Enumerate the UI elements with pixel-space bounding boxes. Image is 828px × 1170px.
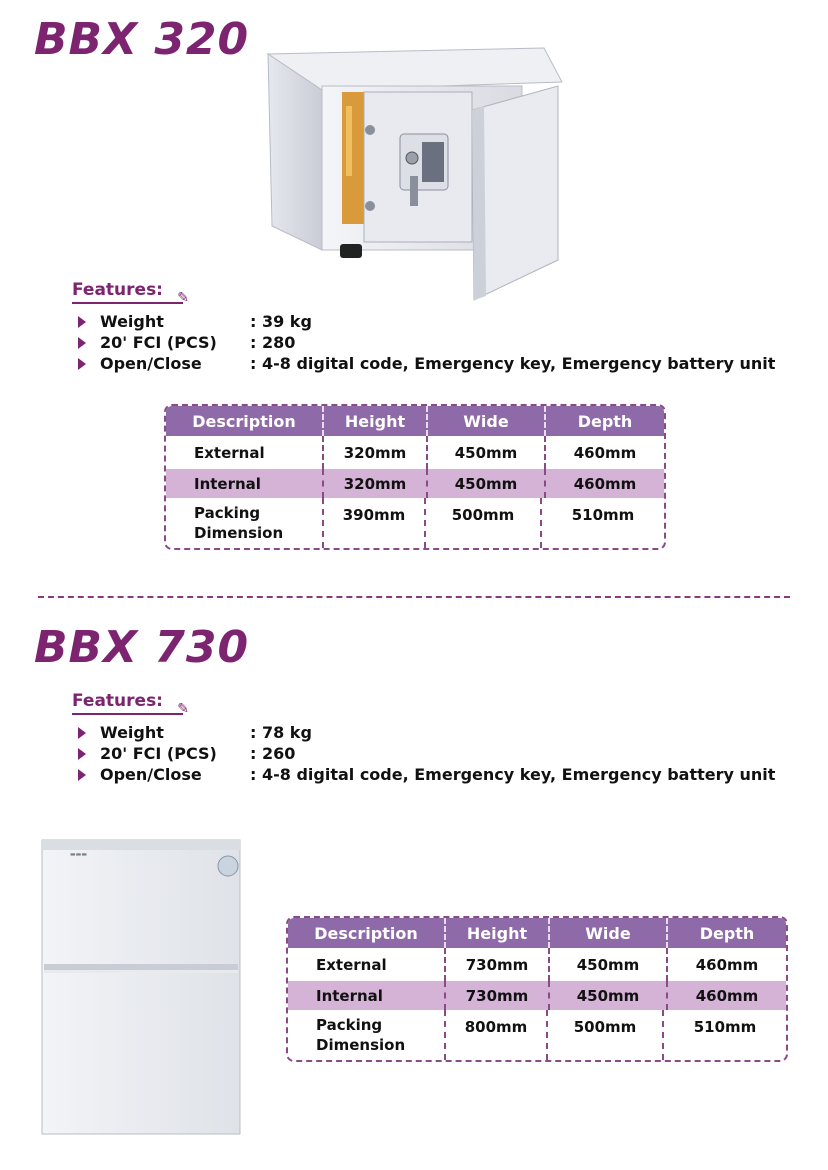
spec-value: : 280	[250, 333, 296, 352]
header-description: Description	[314, 923, 418, 943]
row-depth: 510mm	[540, 498, 664, 548]
bullet-icon	[78, 337, 86, 349]
bullet-icon	[78, 769, 86, 781]
bullet-icon	[78, 748, 86, 760]
features-underline	[72, 713, 183, 715]
row-depth: 510mm	[662, 1010, 786, 1060]
spec-label: Open/Close	[100, 765, 202, 784]
row-height: 320mm	[322, 436, 426, 469]
header-depth: Depth	[544, 406, 664, 436]
section-divider	[38, 596, 790, 598]
table-header	[288, 918, 786, 948]
row-depth: 460mm	[544, 469, 664, 498]
features-heading-text: Features:	[72, 691, 163, 711]
safe-bbx320-image	[262, 46, 572, 304]
table-row	[166, 469, 664, 498]
spec-row-open-close	[78, 354, 798, 375]
features-underline	[72, 302, 183, 304]
dimension-table	[164, 404, 666, 550]
spec-list	[78, 723, 798, 786]
spec-label: Weight	[100, 312, 164, 331]
row-height: 390mm	[322, 498, 424, 548]
table-row	[288, 1010, 786, 1060]
spec-label: 20' FCI (PCS)	[100, 333, 217, 352]
header-height: Height	[444, 918, 548, 948]
row-wide: 450mm	[548, 948, 666, 981]
spec-label: Weight	[100, 723, 164, 742]
bullet-icon	[78, 316, 86, 328]
row-wide: 450mm	[426, 436, 544, 469]
spec-label: Open/Close	[100, 354, 202, 373]
pen-icon: ✎	[177, 290, 189, 306]
row-height: 320mm	[322, 469, 426, 498]
row-depth: 460mm	[666, 948, 786, 981]
table-row	[288, 948, 786, 981]
table-row	[288, 981, 786, 1010]
bullet-icon	[78, 727, 86, 739]
table-row	[166, 498, 664, 548]
spec-list	[78, 312, 798, 375]
row-description: External	[316, 955, 387, 974]
safe-bbx730-image	[40, 838, 244, 1138]
dimension-table	[286, 916, 788, 1062]
row-depth: 460mm	[544, 436, 664, 469]
product-title: BBX 320	[34, 14, 250, 65]
spec-row-fci	[78, 333, 798, 354]
row-wide: 500mm	[546, 1010, 662, 1060]
row-height: 730mm	[444, 981, 548, 1010]
table-row	[166, 436, 664, 469]
row-wide: 450mm	[548, 981, 666, 1010]
row-description: Internal	[194, 474, 261, 493]
row-wide: 500mm	[424, 498, 540, 548]
header-depth: Depth	[666, 918, 786, 948]
row-height: 730mm	[444, 948, 548, 981]
spec-row-open-close	[78, 765, 798, 786]
row-description: Internal	[316, 986, 383, 1005]
table-header	[166, 406, 664, 436]
header-height: Height	[322, 406, 426, 436]
header-wide: Wide	[548, 918, 666, 948]
row-description: Packing Dimension	[316, 1016, 406, 1054]
spec-value: : 78 kg	[250, 723, 312, 742]
spec-value: : 4-8 digital code, Emergency key, Emergency battery unit	[250, 765, 776, 784]
header-wide: Wide	[426, 406, 544, 436]
spec-row-weight	[78, 312, 798, 333]
row-height: 800mm	[444, 1010, 546, 1060]
spec-value: : 39 kg	[250, 312, 312, 331]
features-heading	[72, 280, 189, 306]
features-heading-text: Features:	[72, 280, 163, 300]
row-wide: 450mm	[426, 469, 544, 498]
bullet-icon	[78, 358, 86, 370]
spec-row-fci	[78, 744, 798, 765]
svg-text:▬▬▬: ▬▬▬	[70, 851, 88, 858]
spec-label: 20' FCI (PCS)	[100, 744, 217, 763]
spec-value: : 260	[250, 744, 296, 763]
product-title: BBX 730	[34, 622, 250, 673]
row-description: Packing Dimension	[194, 504, 284, 542]
features-heading	[72, 691, 189, 717]
row-description: External	[194, 443, 265, 462]
row-depth: 460mm	[666, 981, 786, 1010]
header-description: Description	[192, 411, 296, 431]
spec-value: : 4-8 digital code, Emergency key, Emergency battery unit	[250, 354, 776, 373]
pen-icon: ✎	[177, 701, 189, 717]
spec-row-weight	[78, 723, 798, 744]
